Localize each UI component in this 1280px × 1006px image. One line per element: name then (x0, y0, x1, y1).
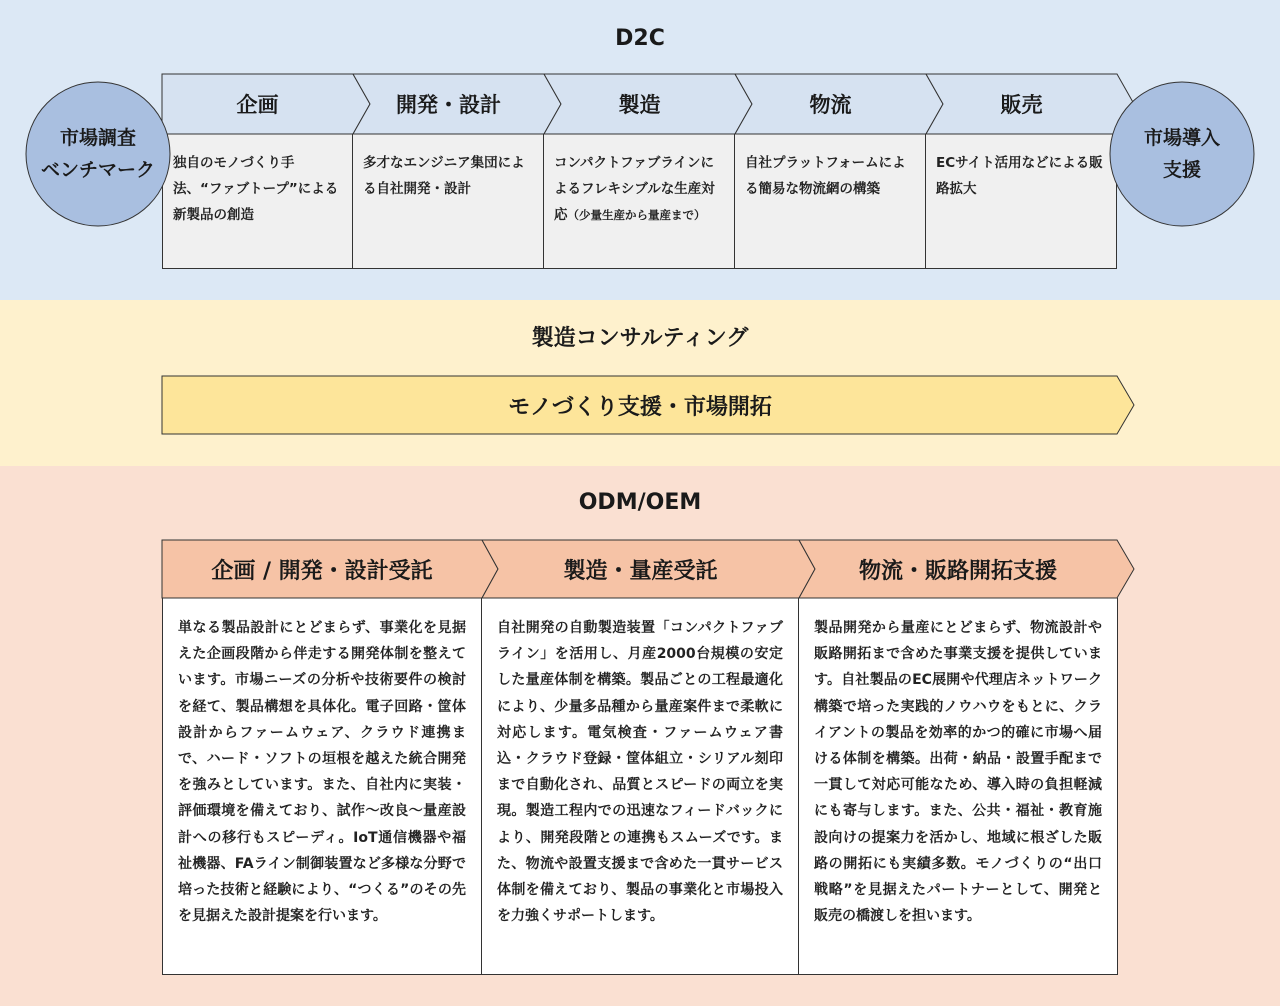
consulting-title: 製造コンサルティング (531, 326, 749, 351)
d2c-step-desc-development: 多才なエンジニア集団による自社開発・設計 (353, 134, 544, 269)
consulting-banner-label: モノづくり支援・市場開拓 (508, 394, 772, 420)
d2c-step-desc-planning: 独自のモノづくり手法、“ファブトープ”による新製品の創造 (162, 134, 353, 269)
d2c-step-label-sales: 販売 (1000, 93, 1043, 117)
d2c-step-desc-sales: ECサイト活用などによる販路拡大 (926, 134, 1117, 269)
odm-column-label-logistics: 物流・販路開拓支援 (858, 558, 1057, 584)
market-launch-label: 市場導入 支援 (1143, 127, 1220, 181)
odm-title: ODM/OEM (578, 490, 702, 515)
d2c-step-label-logistics: 物流 (809, 93, 852, 117)
d2c-step-desc-manufacturing: コンパクトファブラインによるフレキシブルな生産対応（少量生産から量産まで） (544, 134, 735, 269)
odm-column-desc-manufacturing: 自社開発の自動製造装置「コンパクトファブライン」を活用し、月産2000台規模の安定した量産体制を構築。製品ごとの工程最適化により、少量多品種から量産案件まで柔軟に対応します。電気検査・ファームウェア書込・クラウド登録・筐体組立・シリアル刻印まで自動化され、品質とスピードの両立を実現。製造工程内での迅速なフィードバックにより、開発段階との連携もスムーズです。また、物流や設置支援まで含めた一貫サービス体制を備えており、製品の事業化と市場投入を力強くサポートします。 (481, 598, 799, 975)
odm-column-label-manufacturing: 製造・量産受託 (563, 558, 718, 584)
d2c-step-label-development: 開発・設計 (396, 93, 501, 117)
odm-column-desc-logistics: 製品開発から量産にとどまらず、物流設計や販路開拓まで含めた事業支援を提供しています。自社製品のEC展開や代理店ネットワーク構築で培った実践的ノウハウをもとに、クライアントの製品を効率的かつ的確に市場へ届ける体制を構築。出荷・納品・設置手配まで一貫して対応可能なため、導入時の負担軽減にも寄与します。また、公共・福祉・教育施設向けの提案力を活かし、地域に根ざした販路の開拓にも実績多数。モノづくりの“出口戦略”を見据えたパートナーとして、開発と販売の橋渡しを担います。 (798, 598, 1118, 975)
odm-column-label-planning: 企画 / 開発・設計受託 (211, 558, 433, 584)
d2c-title: D2C (615, 26, 665, 51)
market-research-label: 市場調査 ベンチマーク (40, 127, 155, 181)
odm-column-desc-planning: 単なる製品設計にとどまらず、事業化を見据えた企画段階から伴走する開発体制を整えています。市場ニーズの分析や技術要件の検討を経て、製品構想を具体化。電子回路・筐体設計からファームウェア、クラウド連携まで、ハード・ソフトの垣根を越えた統合開発を強みとしています。また、自社内に実装・評価環境を備えており、試作～改良～量産設計への移行もスピーディ。IoT通信機器や福祉機器、FAライン制御装置など多様な分野で培った技術と経験により、“つくる”のその先を見据えた設計提案を行います。 (162, 598, 482, 975)
d2c-step-label-planning: 企画 (236, 93, 279, 117)
d2c-step-desc-logistics: 自社プラットフォームによる簡易な物流網の構築 (735, 134, 926, 269)
d2c-step-label-manufacturing: 製造 (618, 93, 661, 117)
